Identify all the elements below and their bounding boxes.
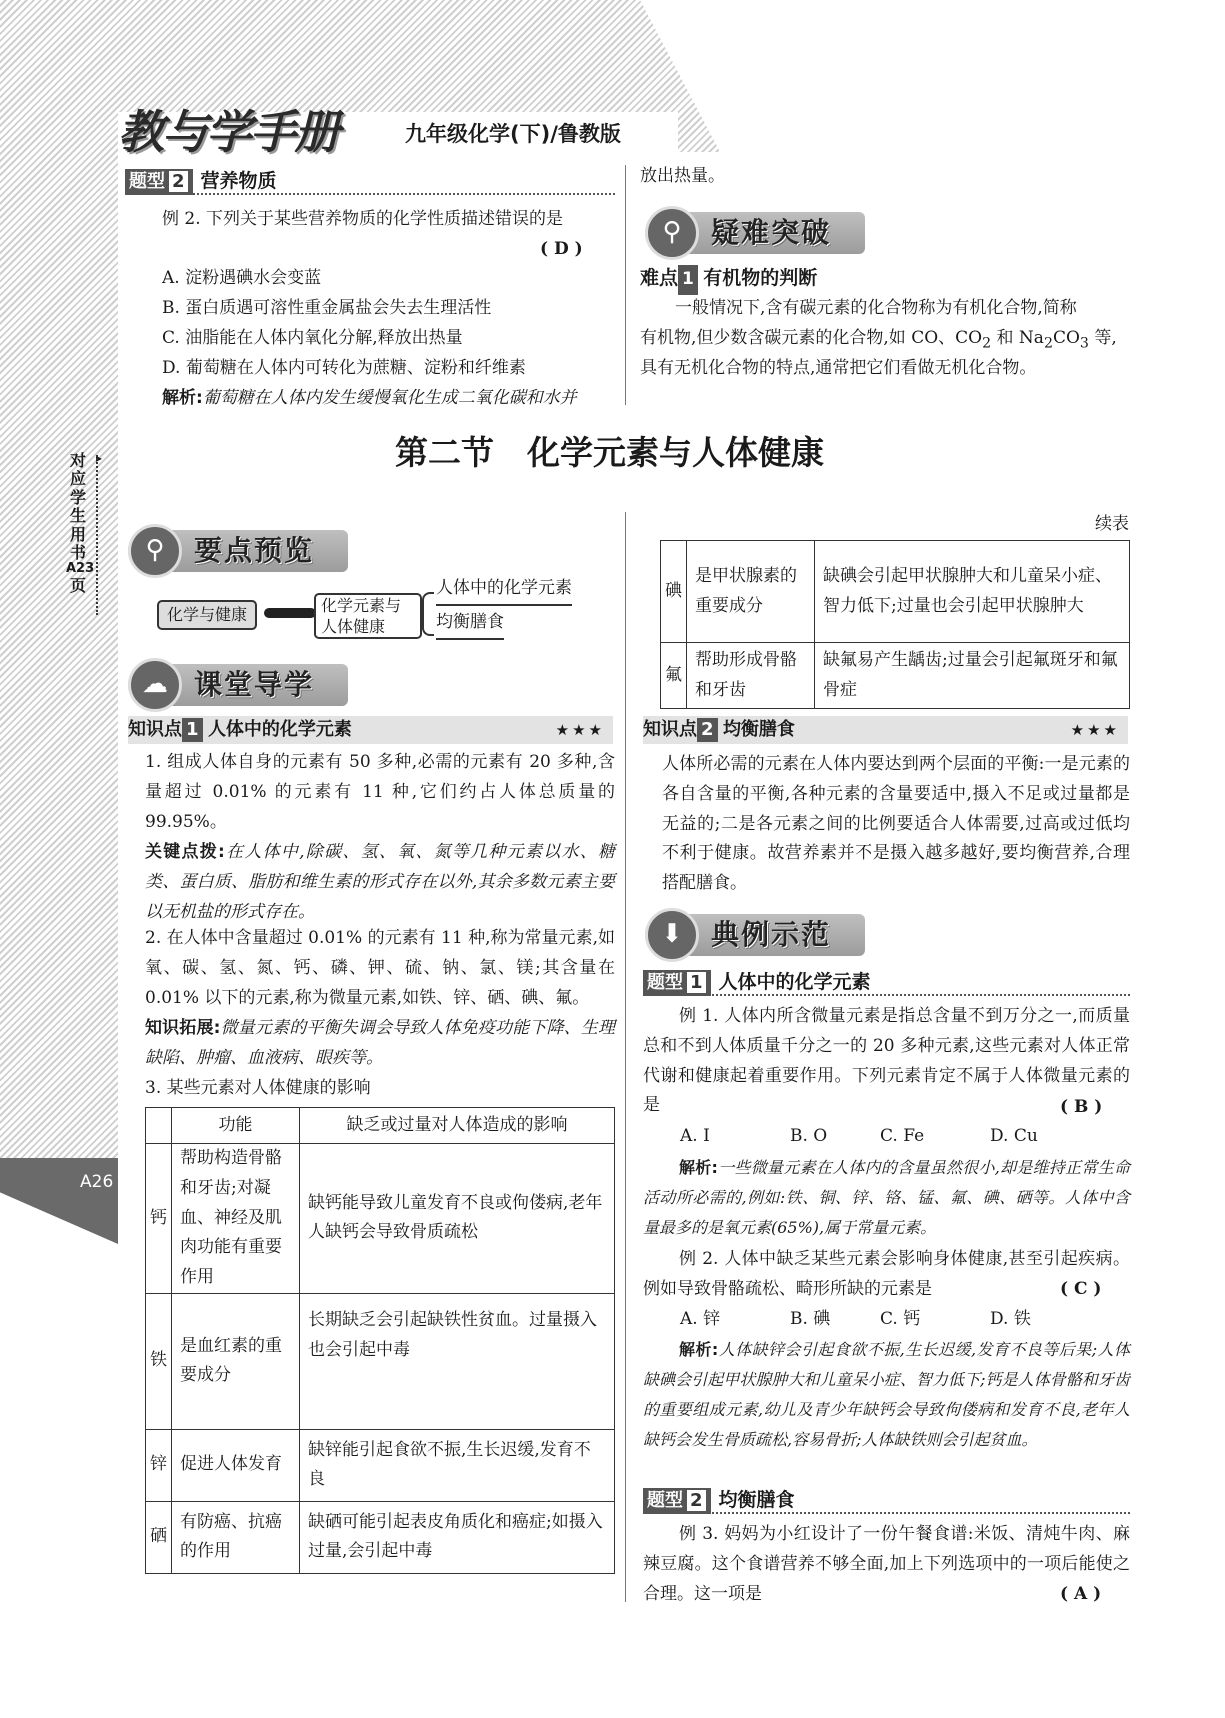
option: B. O <box>790 1126 828 1146</box>
answer: ( B ) <box>1060 1097 1103 1117</box>
column-divider <box>625 165 626 405</box>
question-text: 例 2. 下列关于某些营养物质的化学性质描述错误的是 <box>162 209 564 229</box>
difficulty-heading: 难点 1 有机物的判断 <box>640 262 817 295</box>
section-title: 第二节 化学元素与人体健康 <box>395 433 824 472</box>
paragraph: 3. 某些元素对人体健康的影响 <box>145 1078 371 1098</box>
knowledge-point-2: 知识点 2 均衡膳食 ★★★ <box>643 716 1128 744</box>
option: B. 蛋白质遇可溶性重金属盐会失去生理活性 <box>162 298 492 318</box>
option: A. I <box>680 1126 710 1146</box>
side-dotted-line <box>96 455 98 615</box>
book-subtitle: 九年级化学(下)/鲁教版 <box>405 122 621 146</box>
banner-overview: ⚲ 要点预览 <box>128 530 348 572</box>
table-row: 碘 是甲状腺素的重要成分 缺碘会引起甲状腺肿大和儿童呆小症、智力低下;过量也会引起甲状腺肿大 <box>661 541 1130 643</box>
continued-table-label: 续表 <box>1095 514 1129 534</box>
type-heading-1: 题型 1 人体中的化学元素 <box>643 966 1130 996</box>
analysis: 解析:葡萄糖在人体内发生缓慢氧化生成二氧化碳和水并 <box>162 388 577 408</box>
banner-difficulties: ⚲ 疑难突破 <box>645 212 865 254</box>
option: C. 油脂能在人体内氧化分解,释放出热量 <box>162 328 463 348</box>
key-point: 关键点拨:在人体中,除碳、氢、氧、氮等几种元素以水、糖类、蛋白质、脂肪和维生素的形式存在以外,其余多数元素主要以无机盐的形式存在。 <box>145 842 615 922</box>
magnifier-icon: ⚲ <box>645 206 699 260</box>
banner-examples: ⬇ 典例示范 <box>645 914 865 956</box>
table-row: 硒 有防癌、抗癌的作用 缺硒可能引起表皮角质化和癌症;如摄入过量,会引起中毒 <box>146 1501 615 1573</box>
star-rating: ★★★ <box>555 721 605 739</box>
analysis: 解析:人体缺锌会引起食欲不振,生长迟缓,发育不良等后果;人体缺碘会引起甲状腺肿大和儿童呆小症、智力低下;钙是人体骨骼和牙齿的重要组成元素,幼儿及青少年缺钙会导致佝偻病和发育不良,老年人缺钙会发生骨质疏松,容易骨折;人体缺铁则会引起贫血。 <box>643 1340 1130 1449</box>
side-hatch-decoration <box>0 0 118 1190</box>
example-3: 例 3. 妈妈为小红设计了一份午餐食谱:米饭、清炖牛肉、麻辣豆腐。这个食谱营养不够全面,加上下列选项中的一项后能使之合理。这一项是 <box>643 1524 1130 1604</box>
type-heading-2: 题型 2 均衡膳食 <box>643 1484 1130 1514</box>
paragraph: 有机物,但少数含碳元素的化合物,如 CO、$CO_2$ 和 $Na_2CO_3$ 等, <box>640 328 1117 352</box>
paragraph: 人体所必需的元素在人体内要达到两个层面的平衡:一是元素的各自含量的平衡,各种元素的含量要适中,摄入不足或过量都是无益的;二是各元素之间的比例要适合人体需要,过高或过低均不利于健康。故营养素并不是摄入越多越好,要均衡营养,合理搭配膳食。 <box>662 754 1130 893</box>
answer: ( C ) <box>1060 1279 1102 1299</box>
page-number: A26 <box>80 1172 114 1192</box>
option: C. Fe <box>880 1126 925 1146</box>
map-root: 化学与健康 <box>157 600 257 630</box>
cloud-icon: ☁ <box>128 658 182 712</box>
map-mid: 化学元素与人体健康 <box>314 593 422 639</box>
example-2: 例 2. 人体中缺乏某些元素会影响身体健康,甚至引起疾病。例如导致骨骼疏松、畸形所缺的元素是 <box>643 1249 1130 1299</box>
table-row: 锌 促进人体发育 缺锌能引起食欲不振,生长迟缓,发育不良 <box>146 1429 615 1501</box>
example-1: 例 1. 人体内所含微量元素是指总含量不到万分之一,而质量总和不到人体质量千分之一的 20 多种元素,这些元素对人体正常代谢和健康起着重要作用。下列元素肯定不属于人体微量元素的是 <box>643 1006 1130 1116</box>
option: B. 碘 <box>790 1309 831 1329</box>
paragraph: 1. 组成人体自身的元素有 50 多种,必需的元素有 20 多种,含量超过 0.01% 的元素有 11 种,它们约占人体总质量的 99.95%。 <box>145 752 615 832</box>
magnifier-icon: ⚲ <box>128 524 182 578</box>
answer: ( A ) <box>1060 1584 1102 1604</box>
paragraph: 2. 在人体中含量超过 0.01% 的元素有 11 种,称为常量元素,如氧、碳、氢、氮、钙、磷、钾、硫、钠、氯、镁;其含量在 0.01% 以下的元素,称为微量元素,如铁、锌、硒、碘、氟。 <box>145 928 615 1008</box>
arrow-right-icon: ▸ <box>96 451 103 465</box>
option: D. 铁 <box>990 1309 1031 1329</box>
map-bracket <box>422 592 434 636</box>
option: C. 钙 <box>880 1309 921 1329</box>
option: D. 葡萄糖在人体内可转化为蔗糖、淀粉和纤维素 <box>162 358 526 378</box>
knowledge-point-1: 知识点 1 人体中的化学元素 ★★★ <box>128 716 613 744</box>
banner-classroom: ☁ 课堂导学 <box>128 664 348 706</box>
side-reference-tab: 对 应 学 生 用 书 A23 页 <box>66 451 95 596</box>
element-table: 功能 缺乏或过量对人体造成的影响 钙 帮助构造骨骼和牙齿;对凝血、神经及肌肉功能有重要作用 缺钙能导致儿童发育不良或佝偻病,老年人缺钙会导致骨质疏松 铁 是血红素的重要成分 长期缺乏会引起缺铁性贫血。过量摄入也会引起中毒 锌 促进人体发育 缺锌能引起食欲不振,生长迟缓,发育不良 硒 有防癌、抗癌的作用 缺硒可能引起表皮角质化和癌症;如摄入过量,会引起中毒 <box>145 1107 615 1574</box>
table-row: 钙 帮助构造骨骼和牙齿;对凝血、神经及肌肉功能有重要作用 缺钙能导致儿童发育不良或佝偻病,老年人缺钙会导致骨质疏松 <box>146 1144 615 1294</box>
option: A. 锌 <box>680 1309 721 1329</box>
analysis: 解析:一些微量元素在人体内的含量虽然很小,却是维持正常生命活动所必需的,例如:铁、铜、锌、铬、锰、氟、碘、硒等。人体中含量最多的是氧元素(65%),属于常量元素。 <box>643 1158 1130 1237</box>
table-row: 氟 帮助形成骨骼和牙齿 缺氟易产生龋齿;过量会引起氟斑牙和氟骨症 <box>661 643 1130 709</box>
element-table-continued <box>660 540 1130 709</box>
continued-text: 放出热量。 <box>640 166 725 186</box>
type-heading-nutrients: 题型 2 营养物质 <box>125 165 615 195</box>
option: A. 淀粉遇碘水会变蓝 <box>162 268 322 288</box>
table-row: 铁 是血红素的重要成分 长期缺乏会引起缺铁性贫血。过量摄入也会引起中毒 <box>146 1293 615 1429</box>
option: D. Cu <box>990 1126 1038 1146</box>
map-branch: 均衡膳食 <box>436 608 504 640</box>
map-connector <box>264 608 316 618</box>
map-branch: 人体中的化学元素 <box>436 574 572 606</box>
extension: 知识拓展:微量元素的平衡失调会导致人体免疫功能下降、生理缺陷、肿瘤、血液病、眼疾等。 <box>145 1018 615 1068</box>
download-icon: ⬇ <box>645 908 699 962</box>
paragraph: 具有无机化合物的特点,通常把它们看做无机化合物。 <box>640 358 1037 378</box>
book-logo: 教与学手册 <box>118 105 338 159</box>
answer: ( D ) <box>540 239 583 259</box>
column-divider <box>625 512 626 1602</box>
star-rating: ★★★ <box>1070 721 1120 739</box>
paragraph: 一般情况下,含有碳元素的化合物称为有机化合物,简称 <box>675 298 1077 318</box>
